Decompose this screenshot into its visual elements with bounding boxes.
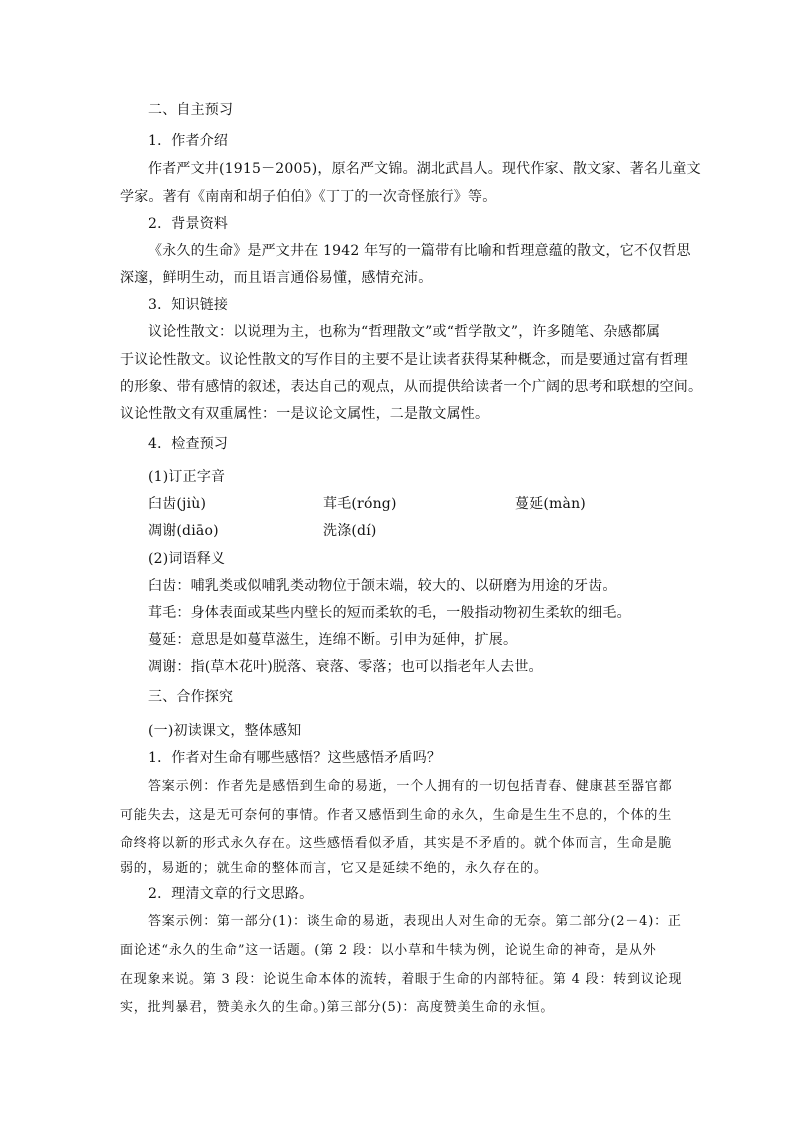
answer-line: 可能失去，这是无可奈何的事情。作者又感悟到生命的永久，生命是生生不息的，个体的生 [120, 808, 673, 823]
subheading-author-intro: 1．作者介绍 [148, 133, 229, 149]
section-heading-preview: 二、自主预习 [148, 102, 234, 118]
pronunciation-item: 臼齿(jiù) [148, 496, 207, 512]
paragraph-line: 《永久的生命》是严文井在 1942 年写的一篇带有比喻和哲理意蕴的散文，它不仅哲思 [148, 243, 691, 259]
answer-line: 答案示例：第一部分(1)：谈生命的易逝，表现出人对生命的无奈。第二部分(2－4)：正 [148, 914, 682, 929]
paragraph-line: 学家。著有《南南和胡子伯伯》《丁丁的一次奇怪旅行》等。 [120, 189, 497, 205]
section-heading-cooperation: 三、合作探究 [148, 689, 234, 705]
pronunciation-item: 茸毛(róng) [323, 496, 397, 512]
subheading-preview-check: 4．检查预习 [148, 436, 229, 452]
paragraph-line: 深邃，鲜明生动，而且语言通俗易懂，感情充沛。 [120, 270, 433, 286]
answer-line: 命终将以新的形式永久存在。这些感悟看似矛盾，其实是不矛盾的。就个体而言，生命是脆 [120, 836, 673, 851]
paragraph-line: 议论性散文有双重属性：一是议论文属性，二是散文属性。 [120, 406, 490, 422]
paragraph-line: 于议论性散文。议论性散文的写作目的主要不是让读者获得某种概念，而是要通过富有哲理 [120, 352, 688, 368]
vocabulary-item: 臼齿：哺乳类或似哺乳类动物位于颌末端，较大的、以研磨为用途的牙齿。 [148, 578, 617, 594]
vocabulary-title: (2)词语释义 [148, 551, 226, 567]
vocabulary-item: 凋谢：指(草木花叶)脱落、衰落、零落；也可以指老年人去世。 [148, 659, 543, 675]
question: 2．理清文章的行文思路。 [148, 886, 314, 902]
subsection-title: (一)初读课文，整体感知 [148, 723, 302, 739]
paragraph-line: 议论性散文：以说理为主，也称为“哲理散文”或“哲学散文”，许多随笔、杂感都属 [148, 324, 661, 340]
question: 1．作者对生命有哪些感悟？这些感悟矛盾吗？ [148, 750, 442, 766]
paragraph-line: 的形象、带有感情的叙述，表达自己的观点，从而提供给读者一个广阔的思考和联想的空间。 [120, 379, 703, 395]
answer-line: 面论述“永久的生命”这一话题。(第 2 段：以小草和牛犊为例，论说生命的神奇，是从外 [120, 943, 657, 958]
paragraph-line: 作者严文井(1915－2005)，原名严文锦。湖北武昌人。现代作家、散文家、著名儿童文 [148, 161, 701, 177]
vocabulary-item: 蔓延：意思是如蔓草滋生，连绵不断。引申为延伸，扩展。 [148, 632, 518, 648]
answer-line: 在现象来说。第 3 段：论说生命本体的流转，着眼于生命的内部特征。第 4 段：转到议论现 [120, 972, 683, 987]
pronunciation-item: 洗涤(dí) [323, 523, 377, 539]
subheading-background: 2．背景资料 [148, 216, 229, 232]
pronunciation-item: 凋谢(diāo) [148, 523, 219, 539]
answer-line: 答案示例：作者先是感悟到生命的易逝，一个人拥有的一切包括青春、健康甚至器官都 [148, 779, 673, 794]
subheading-knowledge-link: 3．知识链接 [148, 297, 229, 313]
answer-line: 弱的，易逝的；就生命的整体而言，它又是延续不绝的，永久存在的。 [120, 861, 548, 876]
vocabulary-item: 茸毛：身体表面或某些内壁长的短而柔软的毛，一般指动物初生柔软的细毛。 [148, 605, 631, 621]
pronunciation-title: (1)订正字音 [148, 469, 226, 485]
answer-line: 实，批判暴君，赞美永久的生命。)第三部分(5)：高度赞美生命的永恒。 [120, 1000, 555, 1015]
pronunciation-item: 蔓延(màn) [515, 496, 586, 512]
